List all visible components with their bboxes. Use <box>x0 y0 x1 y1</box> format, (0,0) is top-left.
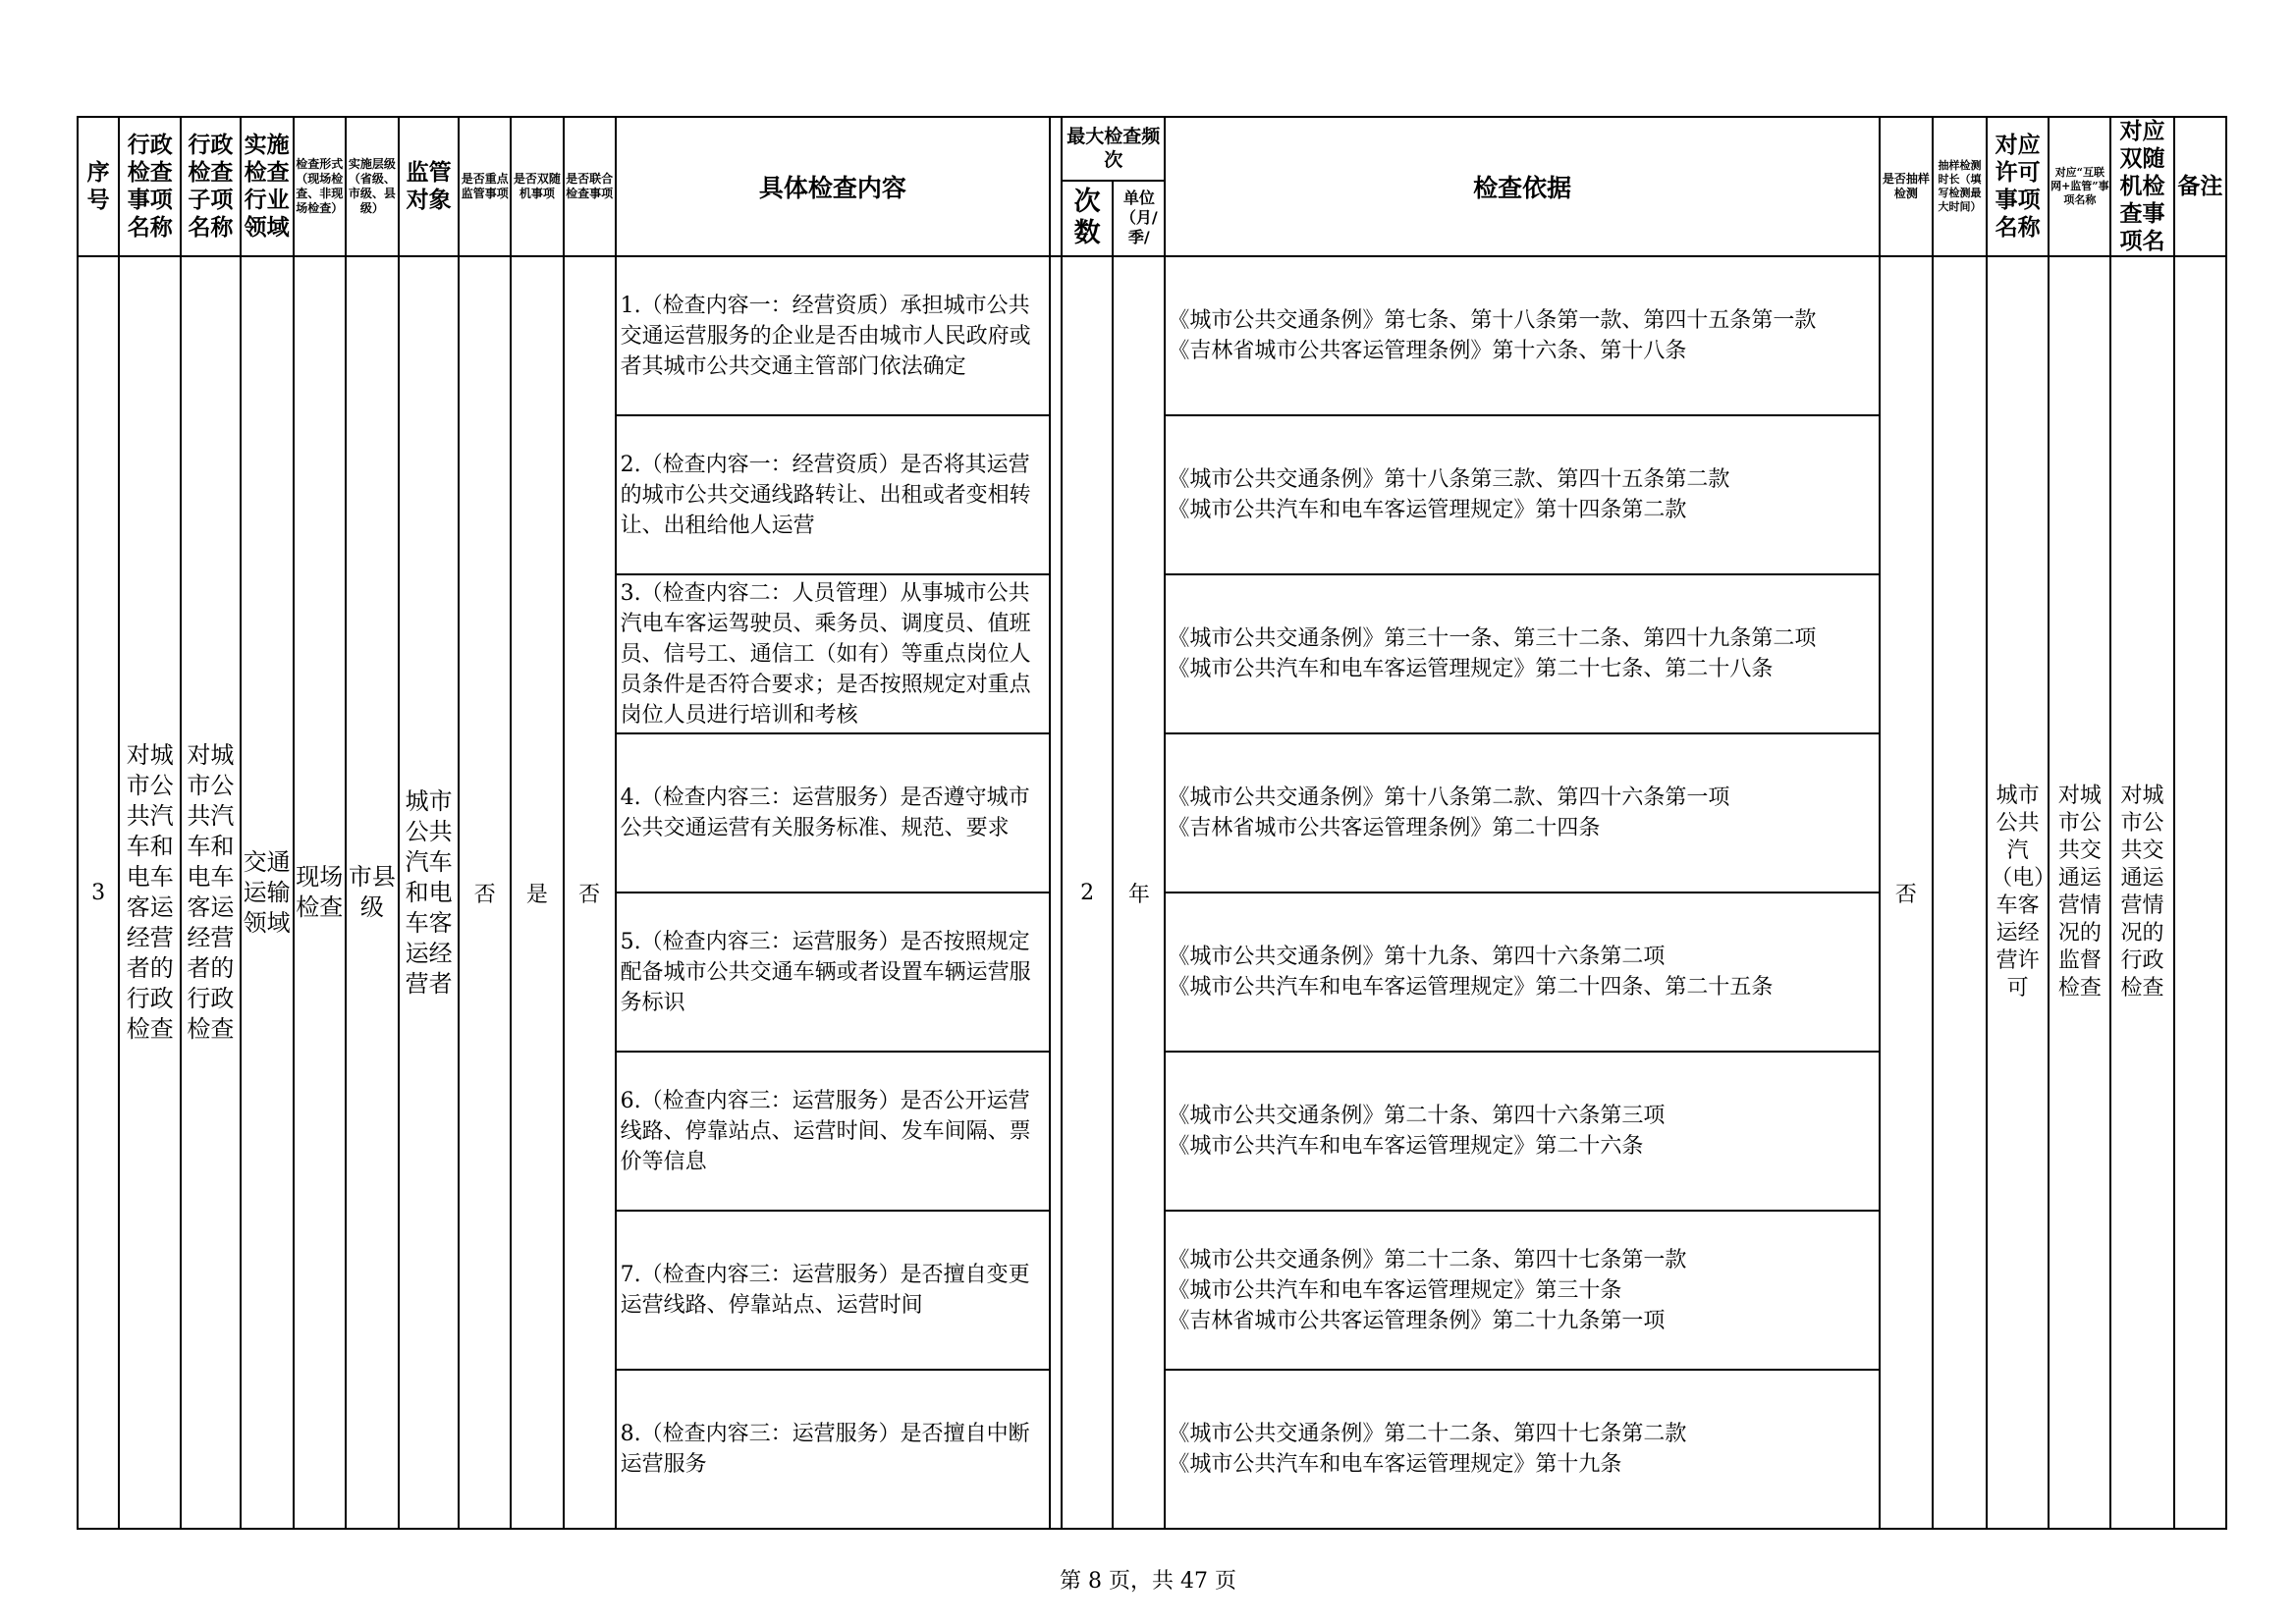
header-key-supervision: 是否重点监管事项 <box>459 117 511 256</box>
row-sub-item-name: 对城市公共汽车和电车客运经营者的行政检查 <box>181 256 240 1529</box>
header-level: 实施层级（省级、市级、县级） <box>346 117 399 256</box>
header-basis: 检查依据 <box>1165 117 1879 256</box>
basis-line: 《城市公共交通条例》第十九条、第四十六条第二项 <box>1168 945 1666 969</box>
header-internet-name: 对应“互联网+监管”事项名称 <box>2049 117 2110 256</box>
basis-cell <box>1165 733 1879 893</box>
header-max-freq: 最大检查频次 <box>1062 117 1165 181</box>
header-double-random: 是否双随机事项 <box>511 117 563 256</box>
basis-cell <box>1165 415 1879 574</box>
row-seq: 3 <box>78 256 119 1529</box>
header-joint-check: 是否联合检查事项 <box>564 117 616 256</box>
row-joint-check: 否 <box>564 256 616 1529</box>
inspection-table <box>77 116 2227 1530</box>
basis-line: 《城市公共汽车和电车客运管理规定》第二十四条、第二十五条 <box>1168 975 1774 1000</box>
header-seq: 序号 <box>78 117 119 256</box>
header-random-name: 对应双随机检查事项名 <box>2110 117 2173 256</box>
row-industry: 交通运输领域 <box>241 256 294 1529</box>
basis-line: 《城市公共汽车和电车客运管理规定》第十九条 <box>1168 1452 1622 1477</box>
basis-cell <box>1165 256 1879 415</box>
basis-line: 《城市公共交通条例》第七条、第十八条第一款、第四十五条第一款 <box>1168 308 1817 333</box>
row-level: 市县级 <box>346 256 399 1529</box>
basis-line: 《城市公共汽车和电车客运管理规定》第二十七条、第二十八条 <box>1168 657 1774 681</box>
basis-line: 《城市公共汽车和电车客运管理规定》第三十条 <box>1168 1277 1622 1303</box>
basis-line: 《吉林省城市公共客运管理条例》第十六条、第十八条 <box>1168 339 1687 363</box>
basis-line: 《吉林省城市公共客运管理条例》第二十四条 <box>1168 816 1601 840</box>
row-license-name: 城市公共汽（电）车客运经营许可 <box>1987 256 2049 1529</box>
basis-line: 《城市公共交通条例》第二十二条、第四十七条第一款 <box>1168 1247 1687 1272</box>
row-random-name: 对城市公共交通运营情况的行政检查 <box>2110 256 2173 1529</box>
header-content: 具体检查内容 <box>616 117 1050 256</box>
row-object: 城市公共汽车和电车客运经营者 <box>399 256 459 1529</box>
content-cell: 7.（检查内容三：运营服务）是否擅自变更运营线路、停靠站点、运营时间 <box>616 1211 1050 1370</box>
basis-cell <box>1165 1211 1879 1370</box>
row-times: 2 <box>1062 256 1113 1529</box>
row-remark <box>2174 256 2226 1529</box>
row-item-name: 对城市公共汽车和电车客运经营者的行政检查 <box>119 256 181 1529</box>
row-double-random: 是 <box>511 256 563 1529</box>
header-gap-left <box>1050 117 1062 256</box>
header-item-name: 行政检查事项名称 <box>119 117 181 256</box>
basis-line: 《城市公共交通条例》第十八条第三款、第四十五条第二款 <box>1168 467 1730 492</box>
header-sampling: 是否抽样检测 <box>1880 117 1933 256</box>
row-internet-name: 对城市公共交通运营情况的监督检查 <box>2049 256 2110 1529</box>
row-form: 现场检查 <box>294 256 346 1529</box>
header-row <box>78 117 2226 181</box>
basis-line: 《吉林省城市公共客运管理条例》第二十九条第一项 <box>1168 1308 1666 1333</box>
basis-cell <box>1165 1370 1879 1529</box>
row-sampling-time <box>1933 256 1987 1529</box>
basis-line: 《城市公共汽车和电车客运管理规定》第十四条第二款 <box>1168 498 1687 522</box>
content-cell: 5.（检查内容三：运营服务）是否按照规定配备城市公共交通车辆或者设置车辆运营服务标识 <box>616 893 1050 1052</box>
header-sub-item-name: 行政检查子项名称 <box>181 117 240 256</box>
row-key-supervision: 否 <box>459 256 511 1529</box>
basis-line: 《城市公共交通条例》第二十二条、第四十七条第二款 <box>1168 1422 1687 1446</box>
header-object: 监管对象 <box>399 117 459 256</box>
content-cell: 3.（检查内容二：人员管理）从事城市公共汽电车客运驾驶员、乘务员、调度员、值班员、信号工、通信工（如有）等重点岗位人员条件是否符合要求；是否按照规定对重点岗位人员进行培训和考核 <box>616 574 1050 733</box>
header-license-name: 对应许可事项名称 <box>1987 117 2049 256</box>
header-industry: 实施检查行业领域 <box>241 117 294 256</box>
content-cell: 8.（检查内容三：运营服务）是否擅自中断运营服务 <box>616 1370 1050 1529</box>
content-cell: 2.（检查内容一：经营资质）是否将其运营的城市公共交通线路转让、出租或者变相转让、出租给他人运营 <box>616 415 1050 574</box>
content-cell: 1.（检查内容一：经营资质）承担城市公共交通运营服务的企业是否由城市人民政府或者其城市公共交通主管部门依法确定 <box>616 256 1050 415</box>
header-sampling-time: 抽样检测时长（填写检测最大时间） <box>1933 117 1987 256</box>
basis-line: 《城市公共汽车和电车客运管理规定》第二十六条 <box>1168 1134 1644 1159</box>
row-unit: 年 <box>1113 256 1165 1529</box>
row-sampling: 否 <box>1880 256 1933 1529</box>
header-form: 检查形式（现场检查、非现场检查） <box>294 117 346 256</box>
gap-left <box>1050 256 1062 1529</box>
header-remark: 备注 <box>2174 117 2226 256</box>
basis-line: 《城市公共交通条例》第二十条、第四十六条第三项 <box>1168 1104 1666 1128</box>
header-unit: 单位（月/季/ <box>1113 181 1165 256</box>
basis-line: 《城市公共交通条例》第十八条第二款、第四十六条第一项 <box>1168 785 1730 810</box>
basis-cell <box>1165 1052 1879 1211</box>
content-cell: 6.（检查内容三：运营服务）是否公开运营线路、停靠站点、运营时间、发车间隔、票价等信息 <box>616 1052 1050 1211</box>
basis-line: 《城市公共交通条例》第三十一条、第三十二条、第四十九条第二项 <box>1168 626 1817 651</box>
header-times: 次数 <box>1062 181 1113 256</box>
page-footer: 第 8 页，共 47 页 <box>1060 1569 1236 1594</box>
content-cell: 4.（检查内容三：运营服务）是否遵守城市公共交通运营有关服务标准、规范、要求 <box>616 733 1050 893</box>
basis-cell <box>1165 893 1879 1052</box>
table-row <box>78 256 2226 415</box>
basis-cell <box>1165 574 1879 733</box>
